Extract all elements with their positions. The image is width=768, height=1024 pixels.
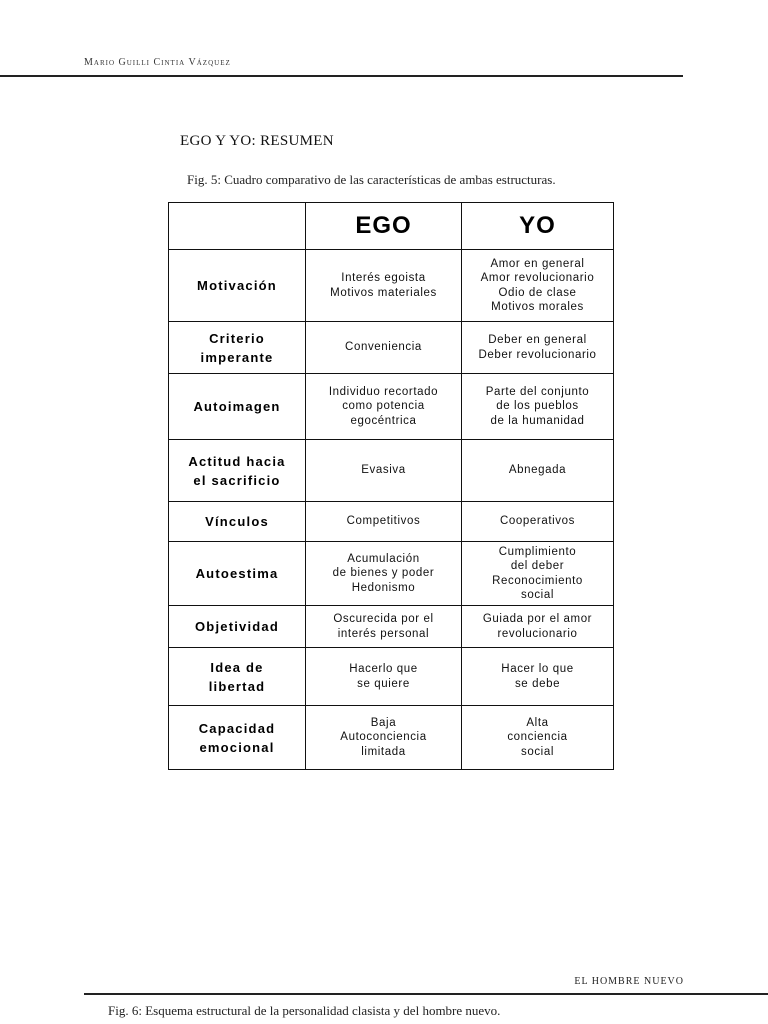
yo-cell — [462, 648, 614, 706]
cell-line: Evasiva — [361, 464, 406, 477]
header-empty-cell — [169, 203, 306, 250]
ego-cell — [306, 706, 462, 770]
table-row — [169, 374, 614, 440]
row-label — [169, 374, 306, 440]
ego-cell — [306, 374, 462, 440]
ego-cell — [306, 542, 462, 606]
cell-line: Acumulación — [347, 552, 420, 565]
ego-cell — [306, 606, 462, 648]
cell-line: de bienes y poder — [332, 567, 435, 580]
cell-line: Vínculos — [205, 514, 269, 529]
cell-line: social — [520, 745, 554, 758]
row-label — [169, 502, 306, 542]
cell-line: Abnegada — [508, 464, 567, 477]
cell-line: el sacrificio — [193, 472, 281, 488]
yo-cell — [462, 322, 614, 374]
yo-cell — [462, 542, 614, 606]
yo-cell — [462, 250, 614, 322]
header-authors: Mario Guilli Cintia Vázquez — [84, 57, 231, 68]
row-label — [169, 648, 306, 706]
yo-cell — [462, 440, 614, 502]
row-label — [169, 542, 306, 606]
figure-6-caption: Fig. 6: Esquema estructural de la personalidad clasista y del hombre nuevo. — [108, 1003, 501, 1018]
cell-line: de la humanidad — [490, 414, 585, 427]
cell-line: Hedonismo — [351, 581, 416, 594]
table-row — [169, 648, 614, 706]
cell-line: Reconocimiento — [492, 574, 583, 587]
footer-label: EL HOMBRE NUEVO — [574, 976, 684, 987]
cell-line: revolucionario — [497, 627, 578, 640]
row-label — [169, 250, 306, 322]
ego-cell — [306, 250, 462, 322]
cell-line: Motivos morales — [491, 301, 584, 313]
cell-line: conciencia — [507, 731, 568, 744]
cell-line: como potencia — [342, 400, 425, 413]
cell-line: Actitud hacia — [188, 453, 286, 469]
cell-line: Cumplimiento — [498, 545, 577, 558]
figure-5-caption: Fig. 5: Cuadro comparativo de las características de ambas estructuras. — [187, 172, 556, 187]
cell-line: del deber — [510, 560, 565, 572]
section-title: EGO Y YO: RESUMEN — [180, 133, 334, 149]
footer-rule — [84, 993, 768, 995]
cell-line: Competitivos — [346, 515, 421, 528]
row-label — [169, 606, 306, 648]
cell-line: interés personal — [337, 627, 430, 640]
yo-cell — [462, 502, 614, 542]
cell-line: Autoimagen — [193, 399, 281, 414]
cell-line: Hacerlo que — [349, 663, 418, 675]
cell-line: Baja — [370, 716, 397, 729]
cell-line: Amor revolucionario — [480, 272, 595, 284]
yo-cell — [462, 606, 614, 648]
cell-line: Parte del conjunto — [485, 385, 590, 398]
cell-line: Interés egoista — [341, 272, 426, 284]
ego-cell — [306, 322, 462, 374]
cell-line: Criterio — [209, 330, 265, 346]
cell-line: Hacer lo que — [501, 663, 574, 675]
table-header-row — [169, 203, 614, 250]
cell-line: Amor en general — [490, 257, 585, 270]
header-yo: YO — [462, 203, 614, 250]
cell-line: Capacidad — [198, 720, 276, 736]
table-row — [169, 606, 614, 648]
table-row — [169, 322, 614, 374]
cell-line: imperante — [200, 349, 274, 365]
comparison-table — [168, 202, 614, 770]
ego-cell — [306, 502, 462, 542]
yo-cell — [462, 374, 614, 440]
cell-line: se debe — [514, 677, 561, 690]
table-row — [169, 502, 614, 542]
comparison-table-wrapper — [168, 202, 613, 770]
cell-line: Odio de clase — [498, 286, 577, 299]
cell-line: emocional — [199, 739, 275, 755]
cell-line: egocéntrica — [350, 414, 417, 427]
header-rule — [0, 75, 683, 77]
cell-line: Deber revolucionario — [478, 348, 597, 361]
cell-line: se quiere — [357, 677, 410, 690]
cell-line: Motivos materiales — [330, 286, 437, 299]
cell-line: Autoconciencia — [340, 731, 427, 744]
yo-cell — [462, 706, 614, 770]
table-row — [169, 440, 614, 502]
row-label — [169, 706, 306, 770]
cell-line: Conveniencia — [345, 341, 422, 354]
cell-line: libertad — [208, 678, 266, 694]
cell-line: Cooperativos — [500, 515, 575, 528]
table-body — [169, 250, 614, 770]
cell-line: Autoestima — [195, 566, 279, 581]
cell-line: Oscurecida por el — [333, 613, 434, 625]
header-ego: EGO — [306, 203, 462, 250]
cell-line: Guiada por el amor — [482, 613, 593, 625]
cell-line: social — [520, 589, 554, 601]
cell-line: limitada — [361, 745, 406, 758]
ego-cell — [306, 440, 462, 502]
row-label — [169, 322, 306, 374]
cell-line: Individuo recortado — [328, 385, 439, 398]
cell-line: Objetividad — [195, 619, 279, 634]
ego-cell — [306, 648, 462, 706]
row-label — [169, 440, 306, 502]
table-row — [169, 706, 614, 770]
cell-line: Alta — [526, 716, 549, 729]
cell-line: de los pueblos — [496, 400, 579, 413]
table-row — [169, 250, 614, 322]
cell-line: Idea de — [210, 659, 264, 675]
table-row — [169, 542, 614, 606]
cell-line: Motivación — [197, 278, 277, 293]
cell-line: Deber en general — [488, 334, 587, 346]
